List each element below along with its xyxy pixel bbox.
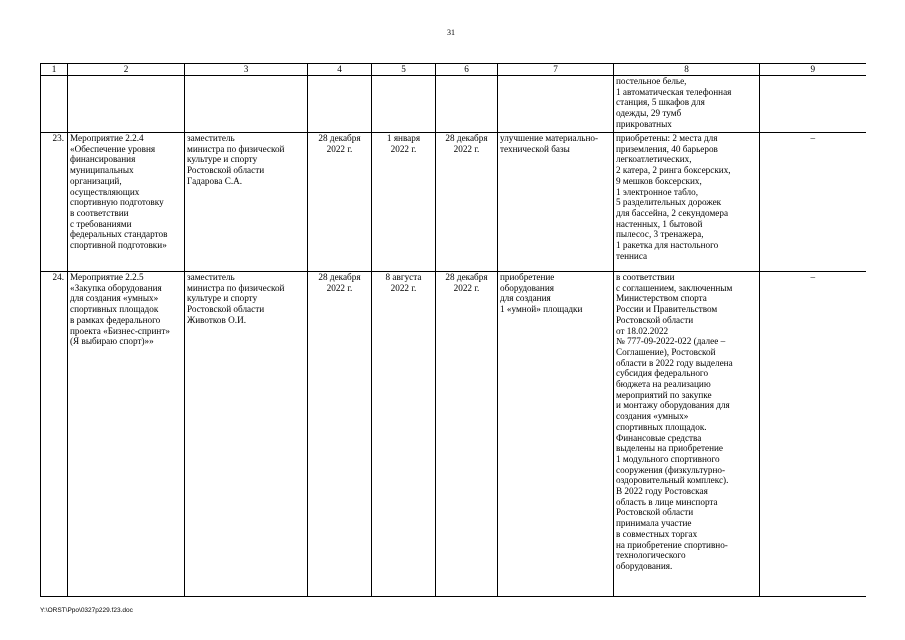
- header-col-6: 6: [436, 64, 498, 76]
- cell-line: культуре и спорту: [187, 154, 258, 165]
- cell-line: настенных, 1 бытовой: [616, 218, 703, 229]
- cell-line: постельное белье,: [616, 76, 687, 86]
- cell-line: с требованиями: [70, 218, 132, 229]
- cell-line: муниципальных: [70, 165, 134, 176]
- cell-line: принимала участие: [616, 518, 692, 529]
- cell-line: Соглашение), Ростовской: [616, 346, 716, 357]
- row-number: 23.: [41, 133, 68, 272]
- planned-date-cell: [308, 272, 372, 597]
- cell-line: (Я выбираю спорт)»»: [70, 336, 154, 347]
- cell-line: улучшение материально-: [500, 133, 599, 143]
- cell-line: технологического: [616, 550, 686, 561]
- responsible-cell: [185, 272, 308, 597]
- cell-line: создания «умных»: [616, 411, 689, 422]
- notes-cell: –: [760, 272, 866, 597]
- header-col-2: 2: [68, 64, 185, 76]
- cell-line: финансирования: [70, 154, 136, 165]
- cell-line: 28 декабря: [445, 133, 488, 143]
- cell-line: Министерством спорта: [616, 293, 707, 304]
- cell-line: приземления, 40 барьеров: [616, 143, 718, 154]
- cell-line: технической базы: [500, 143, 570, 154]
- cell-line: область в лице минспорта: [616, 496, 718, 507]
- cell-line: 2022 г.: [390, 282, 417, 293]
- cell-line: 2 катера, 2 ринга боксерских,: [616, 165, 731, 176]
- cell-line: 2022 г.: [453, 143, 480, 154]
- activity-cell: [68, 272, 185, 597]
- cell-line: пылесос, 3 тренажера,: [616, 229, 704, 240]
- cell-line: и монтажу оборудования для: [616, 400, 730, 411]
- cell-line: оздоровительный комплекс).: [616, 475, 729, 486]
- cell-line: легкоатлетических,: [616, 154, 692, 165]
- cell: [372, 76, 436, 133]
- cell-line: оборудования: [500, 282, 554, 293]
- cell-line: 9 мешков боксерских,: [616, 175, 702, 186]
- table-row: [41, 133, 866, 272]
- cell-line: 1 «умной» площадки: [500, 304, 583, 315]
- cell-line: 1 электронное табло,: [616, 186, 699, 197]
- cell-line: 1 автоматическая телефонная: [616, 86, 732, 97]
- cell-line: одежды, 29 тумб: [616, 108, 682, 119]
- cell-line: в соответствии: [616, 272, 675, 282]
- cell-line: бюджета на реализацию: [616, 379, 711, 390]
- start-date-cell: [372, 272, 436, 597]
- expected-result-cell: [498, 272, 614, 597]
- cell-line: заместитель: [187, 133, 235, 143]
- cell-line: 28 декабря: [318, 272, 361, 282]
- cell-line: № 777-09-2022-022 (далее –: [616, 336, 726, 347]
- cell-line: тенниса: [616, 250, 648, 261]
- plan-table: [40, 63, 866, 597]
- end-date-cell: [436, 272, 498, 597]
- cell-line: субсидия федерального: [616, 368, 709, 379]
- plan-table-sheet: [40, 63, 865, 597]
- notes-cell: –: [760, 133, 866, 272]
- cell-line: в совместных торгах: [616, 528, 698, 539]
- cell-line: В 2022 году Ростовская: [616, 486, 708, 497]
- cell-line: в рамках федерального: [70, 314, 161, 325]
- cell-line: спортивную подготовку: [70, 197, 164, 208]
- cell-line: министра по физической: [187, 282, 285, 293]
- cell: [68, 76, 185, 133]
- continuation-row: [41, 76, 866, 133]
- cell-line: Ростовской области: [616, 507, 694, 518]
- cell-line: проекта «Бизнес-спринт»: [70, 325, 170, 336]
- cell-line: сооружения (физкультурно-: [616, 464, 726, 475]
- cell: [760, 76, 866, 133]
- cell-line: 2022 г.: [390, 143, 417, 154]
- cell-line: министра по физической: [187, 143, 285, 154]
- cell-line: культуре и спорту: [187, 293, 258, 304]
- cell-line: прикроватных: [616, 118, 672, 129]
- header-col-3: 3: [185, 64, 308, 76]
- cell-line: на приобретение спортивно-: [616, 539, 728, 550]
- cell-line: Мероприятие 2.2.4: [70, 133, 144, 143]
- header-col-5: 5: [372, 64, 436, 76]
- activity-cell: [68, 133, 185, 272]
- cell-line: Финансовые средства: [616, 432, 702, 443]
- cell: [185, 76, 308, 133]
- end-date-cell: [436, 133, 498, 272]
- cell-line: оборудования.: [616, 560, 673, 571]
- cell-line: организаций,: [70, 175, 122, 186]
- cell-line: 2022 г.: [453, 282, 480, 293]
- cell-line: от 18.02.2022: [616, 325, 669, 336]
- header-col-9: 9: [760, 64, 866, 76]
- continuation-result-cell: [614, 76, 760, 133]
- cell-line: для бассейна, 2 секундомера: [616, 207, 729, 218]
- cell-line: мероприятий по закупке: [616, 389, 712, 400]
- cell-line: 28 декабря: [318, 133, 361, 143]
- cell-line: для создания «умных»: [70, 293, 159, 304]
- header-col-7: 7: [498, 64, 614, 76]
- cell-line: 1 ракетка для настольного: [616, 240, 719, 251]
- cell-line: станция, 5 шкафов для: [616, 97, 705, 108]
- cell-line: Ростовской области: [187, 165, 265, 176]
- header-row: [41, 64, 866, 76]
- cell-line: Ростовской области: [616, 314, 694, 325]
- cell-line: Животков О.И.: [187, 314, 247, 325]
- cell-line: для создания: [500, 293, 551, 304]
- header-col-4: 4: [308, 64, 372, 76]
- cell-line: осуществляющих: [70, 186, 140, 197]
- cell-line: приобретение: [500, 272, 555, 282]
- planned-date-cell: [308, 133, 372, 272]
- cell: [436, 76, 498, 133]
- cell: [498, 76, 614, 133]
- cell-line: «Закупка оборудования: [70, 282, 162, 293]
- expected-result-cell: [498, 133, 614, 272]
- actual-result-cell: [614, 272, 760, 597]
- cell-line: России и Правительством: [616, 304, 718, 315]
- cell-line: Мероприятие 2.2.5: [70, 272, 144, 282]
- cell-line: с соглашением, заключенным: [616, 282, 733, 293]
- cell-line: спортивной подготовки»: [70, 240, 167, 251]
- actual-result-cell: [614, 133, 760, 272]
- cell: [41, 76, 68, 133]
- responsible-cell: [185, 133, 308, 272]
- cell-line: спортивных площадок.: [616, 421, 707, 432]
- cell-line: заместитель: [187, 272, 235, 282]
- header-col-1: 1: [41, 64, 68, 76]
- cell-line: 2022 г.: [326, 143, 353, 154]
- start-date-cell: [372, 133, 436, 272]
- cell-line: Гадарова С.А.: [187, 175, 243, 186]
- row-number: 24.: [41, 272, 68, 597]
- cell-line: приобретены: 2 места для: [616, 133, 718, 143]
- cell-line: «Обеспечение уровня: [70, 143, 156, 154]
- cell-line: спортивных площадок: [70, 304, 159, 315]
- file-path-footer: Y:\ORST\Ppo\0327p229.f23.doc: [40, 607, 133, 614]
- cell-line: 1 января: [386, 133, 421, 143]
- page-number: 31: [447, 28, 455, 37]
- cell-line: области в 2022 году выделена: [616, 357, 733, 368]
- table-row: [41, 272, 866, 597]
- cell-line: в соответствии: [70, 207, 129, 218]
- cell-line: 8 августа: [385, 272, 422, 282]
- cell-line: федеральных стандартов: [70, 229, 168, 240]
- cell-line: выделены на приобретение: [616, 443, 723, 454]
- cell-line: 5 разделительных дорожек: [616, 197, 722, 208]
- cell-line: Ростовской области: [187, 304, 265, 315]
- cell: [308, 76, 372, 133]
- cell-line: 2022 г.: [326, 282, 353, 293]
- cell-line: 1 модульного спортивного: [616, 453, 720, 464]
- header-col-8: 8: [614, 64, 760, 76]
- cell-line: 28 декабря: [445, 272, 488, 282]
